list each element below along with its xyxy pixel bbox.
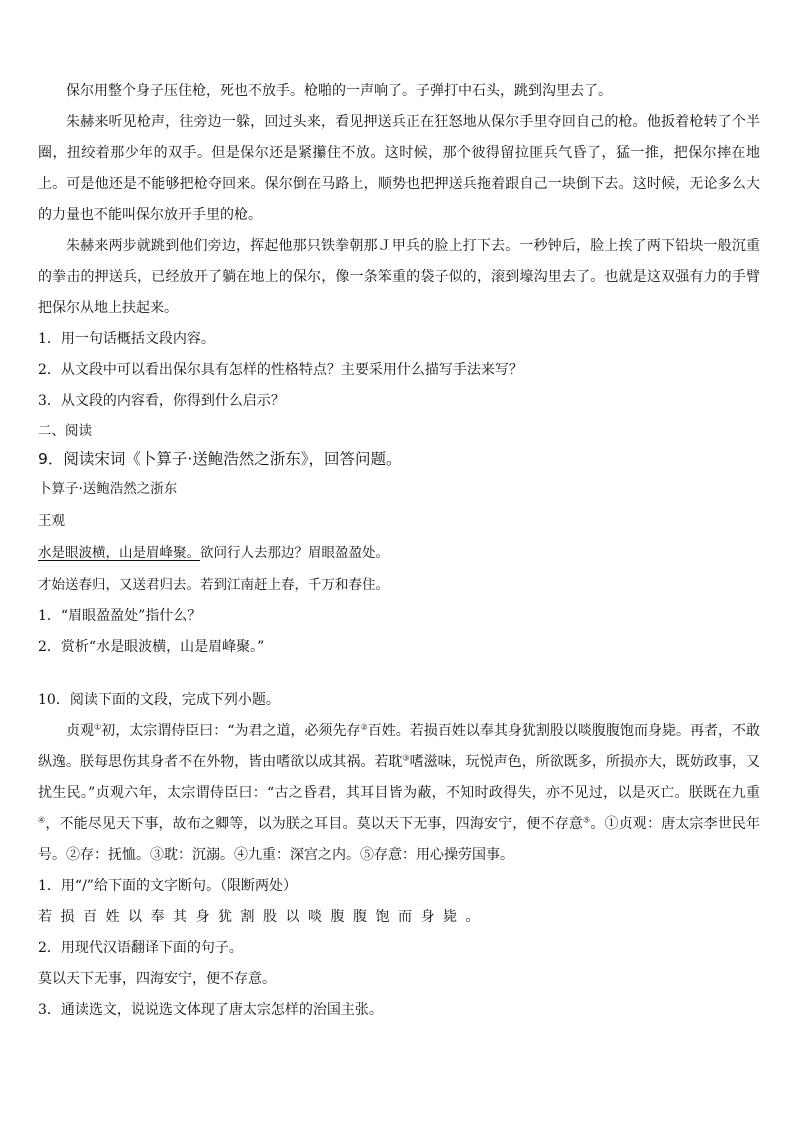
passage8-paragraph-1: 保尔用整个身子压住枪，死也不放手。枪啪的一声响了。子弹打中石头，跳到沟里去了。: [66, 83, 612, 99]
question10-passage: [38, 716, 760, 871]
passage8-paragraph-2: 朱赫来听见枪声，往旁边一躲，回过头来，看见押送兵正在狂怒地从保尔手里夺回自己的枪。他扳着枪转了个半圈，扭绞着那少年的双手。但是保尔还是紧攥住不放。这时候，那个彼得留拉匪兵气昏了，猛一推，把保尔摔在地上。可是他还是不能够把枪夺回来。保尔倒在马路上，顺势也把押送兵拖着跟自己一块倒下去。这时候，无论多么大的力量也不能叫保尔放开手里的枪。: [38, 114, 760, 223]
question10-sub-2: 2．用现代汉语翻译下面的句子。: [38, 940, 243, 956]
question10-title: 10．阅读下面的文段，完成下列小题。: [38, 692, 280, 708]
passage8-question-3: 3．从文段的内容看，你得到什么启示？: [38, 393, 285, 409]
poem-line-1-underlined: 水是眼波横，山是眉峰聚。: [38, 545, 200, 561]
passage-text: 。①贞观：唐太宗李世民年号。②存：抚恤。③耽：沉溺。④九重：深宫之内。⑤存意：用心操劳国事。: [38, 816, 761, 863]
spacer: [38, 663, 760, 685]
question10-sub-1-text: 若损百姓以奉其身犹割股以啖腹腹饱而身毙。: [38, 909, 488, 925]
question9-sub-2: 2．赏析“水是眼波横，山是眉峰聚。”: [38, 639, 265, 655]
footnote-marker: ④: [38, 815, 46, 825]
poem-line-2: 才始送春归，又送君归去。若到江南赶上春，千万和春住。: [38, 577, 389, 593]
document-page: [38, 76, 760, 1026]
poem-title: 卜算子·送鲍浩然之浙东: [38, 481, 178, 497]
poem-author: 王观: [38, 513, 65, 529]
question9-sub-1: 1．“眉眼盈盈处”指什么？: [38, 608, 202, 624]
footnote-marker: ⑤: [583, 815, 591, 825]
footnote-marker: ③: [402, 753, 410, 763]
passage-text: 百姓。若损百姓以奉其身犹割股以啖腹腹饱而身毙。再者，不敢纵逸。朕每思伤其身者不在外物，皆由嗜欲以成其祸。若耽: [38, 723, 761, 770]
poem-line-1-rest: 欲问行人去那边？眉眼盈盈处。: [200, 545, 389, 561]
question9-title: 9．阅读宋词《卜算子·送鲍浩然之浙东》，回答问题。: [38, 450, 402, 468]
question10-sub-3: 3．通读选文，说说选文体现了唐太宗怎样的治国主张。: [38, 1002, 383, 1018]
passage8-question-2: 2．从文段中可以看出保尔具有怎样的性格特点？主要采用什么描写手法来写？: [38, 362, 523, 378]
passage-text: 嗜滋味，玩悦声色，所欲既多，所损亦大，既妨政事，又扰生民。”贞观六年，太宗谓侍臣曰：“古之昏君，其耳目皆为蔽，不知时政得失，亦不见过，以是灭亡。朕既在九重: [38, 754, 761, 801]
footnote-marker: ①: [94, 722, 102, 732]
passage8-paragraph-3: 朱赫来两步就跳到他们旁边，挥起他那只铁拳朝那Ｊ甲兵的脸上打下去。一秒钟后，脸上挨了两下铅块一般沉重的拳击的押送兵，已经放开了躺在地上的保尔，像一条笨重的袋子似的，滚到壕沟里去了。也就是这双强有力的手臂把保尔从地上扶起来。: [38, 238, 760, 316]
footnote-marker: ②: [360, 722, 368, 732]
poem-line-1: [38, 537, 760, 569]
passage-text: 初，太宗谓侍臣曰：“为君之道，必须先存: [101, 723, 361, 739]
passage-text: 贞观: [66, 723, 95, 739]
passage-text: ，不能尽见天下事，故布之卿等，以为朕之耳目。莫以天下无事，四海安宁，便不存意: [45, 816, 584, 832]
question10-sub-1: 1．用“/”给下面的文字断句。（限断两处）: [38, 878, 297, 894]
passage8-question-1: 1．用一句话概括文段内容。: [38, 331, 215, 347]
section-heading: 二、阅读: [38, 423, 92, 439]
question10-sub-2-text: 莫以天下无事，四海安宁，便不存意。: [38, 971, 276, 987]
